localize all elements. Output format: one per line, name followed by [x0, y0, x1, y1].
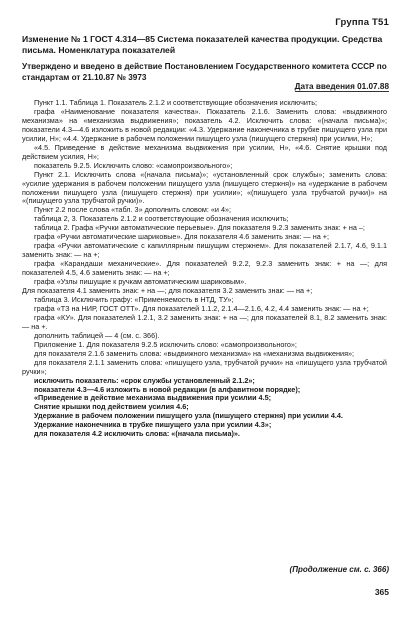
paragraph: Пункт 1.1. Таблица 1. Показатель 2.1.2 и соответствующие обозначения исключить;	[34, 98, 318, 107]
paragraph: графа «Узлы пишущие к ручкам автоматическим шариковым».	[34, 277, 247, 287]
paragraph: для показателя 4.2 исключить слова: «(начала письма)».	[34, 429, 240, 439]
paragraph: Приложение 1. Для показателя 9.2.5 исключить слово: «самопроизвольного»;	[34, 339, 297, 349]
document-title: Изменение № 1 ГОСТ 4.314—85 Система показателей качества продукции. Средства письма. Номенклатура показателей	[22, 34, 383, 55]
paragraph: таблица 2. Графа «Ручки автоматические перьевые». Для показателя 9.2.3 заменить знак: + на –;	[34, 223, 365, 233]
paragraph: графа «Карандаши механические». Для показателей 9.2.2, 9.2.3 заменить знак: + на —; для показателей 4.5, 4.6 заменить знак: — на +;	[22, 259, 387, 278]
paragraph: таблица 2, 3. Показатель 2.1.2 и соответствующие обозначения исключить;	[34, 214, 289, 224]
paragraph: графа «ТЗ на НИР, ГОСТ ОТТ». Для показателей 1.1.2, 2.1.4—2.1.6, 4.2, 4.4 заменить знак: — на +;	[34, 303, 369, 313]
paragraph: «4.5. Приведение в действие механизма выдвижения при усилии, Н», «4.6. Снятие крышки под действием усилия, Н»;	[22, 142, 387, 161]
paragraph: Снятие крышки под действием усилия 4.6;	[34, 402, 189, 412]
paragraph: Пункт 2.2 после слова «табл. 3» дополнить словом: «и 4»;	[34, 205, 232, 215]
paragraph: Удержание наконечника в трубке пишущего узла при усилии 4.3»;	[34, 420, 272, 430]
paragraph: таблица 3. Исключить графу: «Применяемость в НТД, ТУ»;	[34, 294, 234, 304]
paragraph: исключить показатель: «срок службы установленный 2.1.2»;	[34, 375, 255, 385]
paragraph: показатель 9.2.5. Исключить слово: «самопроизвольного»;	[34, 160, 233, 170]
paragraph: графа «Наименование показателя качества». Показатель 2.1.6. Заменить слова: «выдвижного механизма» на «механизма выдвижения»; показатель 4.2. Исключить слова: «(начала письма)»; показатели 4.3—4.6 изложить в новой редакции: «4.3. Удержание наконечника в трубке пишущего узла при усилии, Н»; «4.4. Удержание в рабочем положении пишущего узла (пишущего стержня) при усилии, Н»;	[22, 106, 387, 143]
paragraph: графа «Ручки автоматические с капиллярным пишущим стержнем». Для показателей 2.1.7, 4.6, 9.1.1 заменить знак: — на +;	[22, 241, 387, 260]
page-number: 365	[374, 587, 389, 597]
paragraph: Для показателя 4.1 заменить знак: + на —; для показателя 3.2 заменить знак: — на +;	[22, 286, 313, 296]
paragraph: для показателя 2.1.1 заменить слова: «пишущего узла, трубчатой ручки» на «пишущего узла трубчатой ручки»;	[22, 357, 387, 376]
group-code: Группа Т51	[335, 17, 389, 28]
document-body	[22, 99, 387, 439]
paragraph: для показателя 2.1.6 заменить слова: «выдвижного механизма» на «механизма выдвижения»;	[34, 348, 355, 358]
approval-statement: Утверждено и введено в действие Постановлением Государственного комитета СССР по стандартам от 21.10.87 № 3973	[22, 62, 387, 82]
paragraph: Удержание в рабочем положении пишущего узла (пишущего стержня) при усилии 4.4.	[34, 411, 343, 421]
paragraph: Пункт 2.1. Исключить слова «(начала письма)»; «установленный срок службы»; заменить слова: «усилие удержания в рабочем положении пишущего узла (пишущего стержня)» на «удержание в рабочем положении пишущего узла (пишущего стержня) при усилии»; «(пишущего узла трубчатой ручки)» на «(пишущего узла трубчатой ручки)».	[22, 169, 387, 206]
paragraph: «Приведение в действие механизма выдвижения при усилии 4.5;	[34, 393, 272, 403]
effective-date: Дата введения 01.07.88	[294, 82, 389, 91]
continuation-note: (Продолжение см. с. 366)	[289, 565, 389, 574]
paragraph: графа «Ручки автоматические шариковые». Для показателя 4.6 заменить знак: — на +;	[34, 232, 329, 242]
paragraph: графа «КУ». Для показателей 1.2.1, 3.2 заменить знак: + на —; для показателей 8.1, 8.2 заменить знак: — на +.	[22, 312, 387, 331]
paragraph: показатели 4.3—4.6 изложить в новой редакции (в алфавитном порядке);	[34, 384, 301, 394]
paragraph: дополнить таблицей — 4 (см. с. 366).	[34, 330, 160, 340]
